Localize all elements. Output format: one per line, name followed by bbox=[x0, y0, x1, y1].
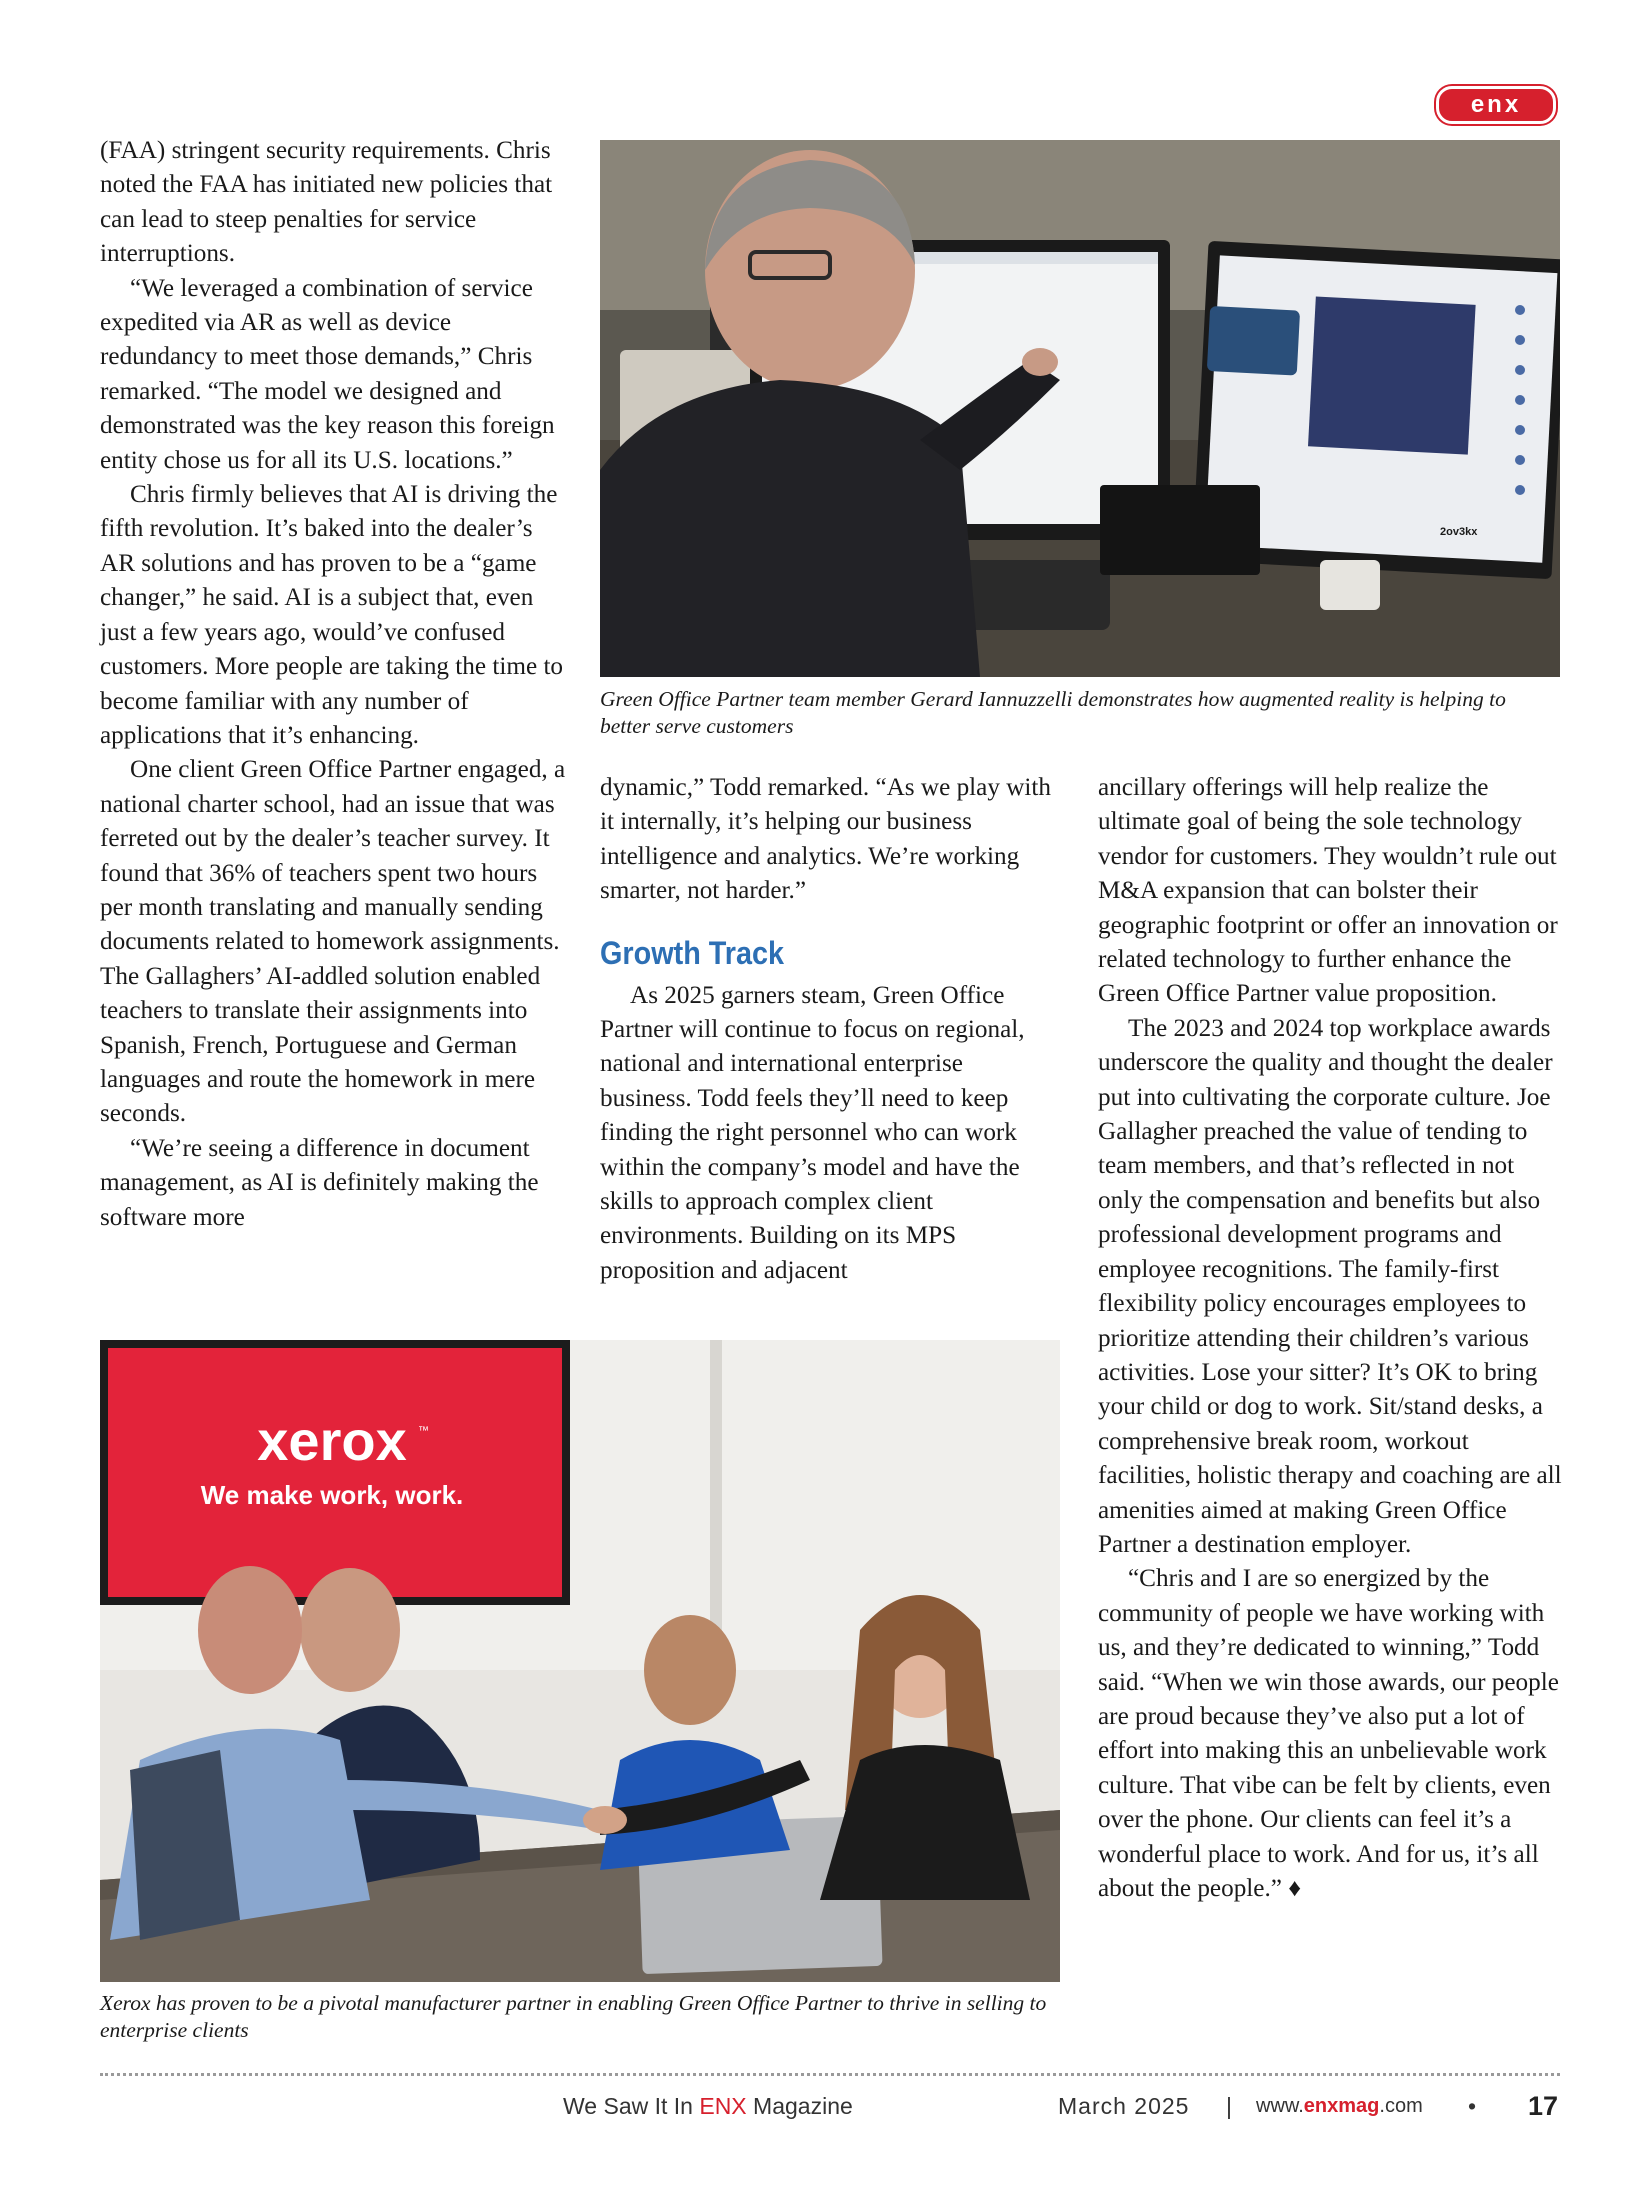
article-column-2 bbox=[600, 771, 1060, 1288]
footer-separator: | bbox=[1226, 2093, 1232, 2119]
ar-demo-illustration bbox=[600, 140, 1560, 677]
section-heading: Growth Track bbox=[600, 934, 785, 971]
footer-divider bbox=[100, 2073, 1560, 2076]
photo-xerox-caption: Xerox has proven to be a pivotal manufacturer partner in enabling Green Office Partner to thrive in selling to enterprise clients bbox=[100, 1991, 1047, 2042]
page-number: 17 bbox=[1528, 2091, 1559, 2121]
xerox-trademark: ™ bbox=[418, 1425, 429, 1437]
footer-url-suffix: .com bbox=[1379, 2095, 1423, 2117]
photo-ar-caption: Green Office Partner team member Gerard Iannuzzelli demonstrates how augmented reality is helping to better serve customers bbox=[600, 687, 1506, 738]
footer-url-brand: enxmag bbox=[1303, 2095, 1380, 2117]
xerox-wordmark: xerox bbox=[257, 1409, 407, 1472]
xerox-tagline: We make work, work. bbox=[200, 1480, 464, 1510]
footer-bullet: • bbox=[1468, 2093, 1477, 2119]
paragraph: “We leveraged a combination of service expedited via AR as well as device redundancy to meet those demands,” Chris remarked. “The model we designed and demonstrated was the key reason this foreign entity chose us for all its U.S. locations.” bbox=[100, 274, 555, 474]
footer-date: March 2025 bbox=[1058, 2093, 1190, 2119]
footer-saw-suffix: Magazine bbox=[746, 2093, 853, 2119]
paragraph: (FAA) stringent security requirements. Chris noted the FAA has initiated new policies that can lead to steep penalties for service interruptions. bbox=[100, 137, 553, 268]
meeting-illustration bbox=[100, 1340, 1060, 1982]
enx-logo: enx bbox=[1436, 86, 1556, 124]
paragraph: ancillary offerings will help realize the ultimate goal of being the sole technology vendor for customers. They wouldn’t rule out M&A expansion that can bolster their geographic footprint or offer an innovation or related technology to further enhance the Green Office Partner value proposition. bbox=[1098, 774, 1558, 1008]
footer-url-link[interactable] bbox=[1256, 2095, 1423, 2118]
paragraph: dynamic,” Todd remarked. “As we play with it internally, it’s helping our business intelligence and analytics. We’re working smarter, not harder.” bbox=[600, 774, 1052, 905]
photo-xerox-meeting bbox=[100, 1340, 1060, 1982]
ar-screen-label: 2ov3kx bbox=[1440, 526, 1478, 538]
footer-saw-brand: ENX bbox=[699, 2093, 747, 2119]
paragraph: Chris firmly believes that AI is driving the fifth revolution. It’s baked into the dealer’s AR solutions and has proven to be a “game changer,” he said. AI is a subject that, even just a few years ago, would’ve confused customers. More people are taking the time to become familiar with any number of applications that it’s enhancing. bbox=[100, 481, 564, 749]
paragraph: As 2025 garners steam, Green Office Partner will continue to focus on regional, national and international enterprise business. Todd feels they’ll need to keep finding the right personnel who can work within the company’s model and have the skills to approach complex client environments. Building on its MPS proposition and adjacent bbox=[600, 981, 1025, 1284]
paragraph bbox=[1098, 1562, 1563, 1906]
paragraph: “We’re seeing a difference in document management, as AI is definitely making the software more bbox=[100, 1134, 539, 1231]
footer-saw-prefix: We Saw It In bbox=[563, 2093, 700, 2119]
paragraph: The 2023 and 2024 top workplace awards underscore the quality and thought the dealer put into cultivating the corporate culture. Joe Gallagher preached the value of tending to team members, and that’s reflected in not only the compensation and benefits but also professional development programs and employee recognitions. The family-first flexibility policy encourages employees to prioritize attending their children’s various activities. Lose your sitter? It’s OK to bring your child or dog to work. Sit/stand desks, a comprehensive break room, workout facilities, holistic therapy and coaching are all amenities aimed at making Green Office Partner a destination employer. bbox=[1098, 1014, 1562, 1558]
article-column-3 bbox=[1098, 771, 1563, 1906]
paragraph-text: “Chris and I are so energized by the community of people we have working with us, and they’re dedicated to winning,” Todd said. “When we win those awards, our people are proud because they’ve also put a lot of effort into making this an unbelievable work culture. That vibe can be felt by clients, even over the phone. Our clients can feel it’s a wonderful place to work. And for us, it’s all about the people.” bbox=[1098, 1565, 1559, 1902]
photo-ar-demo bbox=[600, 140, 1560, 677]
article-column-1 bbox=[100, 134, 570, 1235]
paragraph: One client Green Office Partner engaged, a national charter school, had an issue that was ferreted out by the dealer’s teacher survey. It found that 36% of teachers spent two hours per month translating and manually sending documents related to homework assignments. The Gallaghers’ AI-addled solution enabled teachers to translate their assignments into Spanish, French, Portuguese and German languages and route the homework in mere seconds. bbox=[100, 756, 566, 1128]
end-mark: ♦ bbox=[1288, 1875, 1302, 1902]
footer-magazine bbox=[563, 2093, 853, 2120]
footer-url-prefix: www. bbox=[1256, 2095, 1304, 2117]
